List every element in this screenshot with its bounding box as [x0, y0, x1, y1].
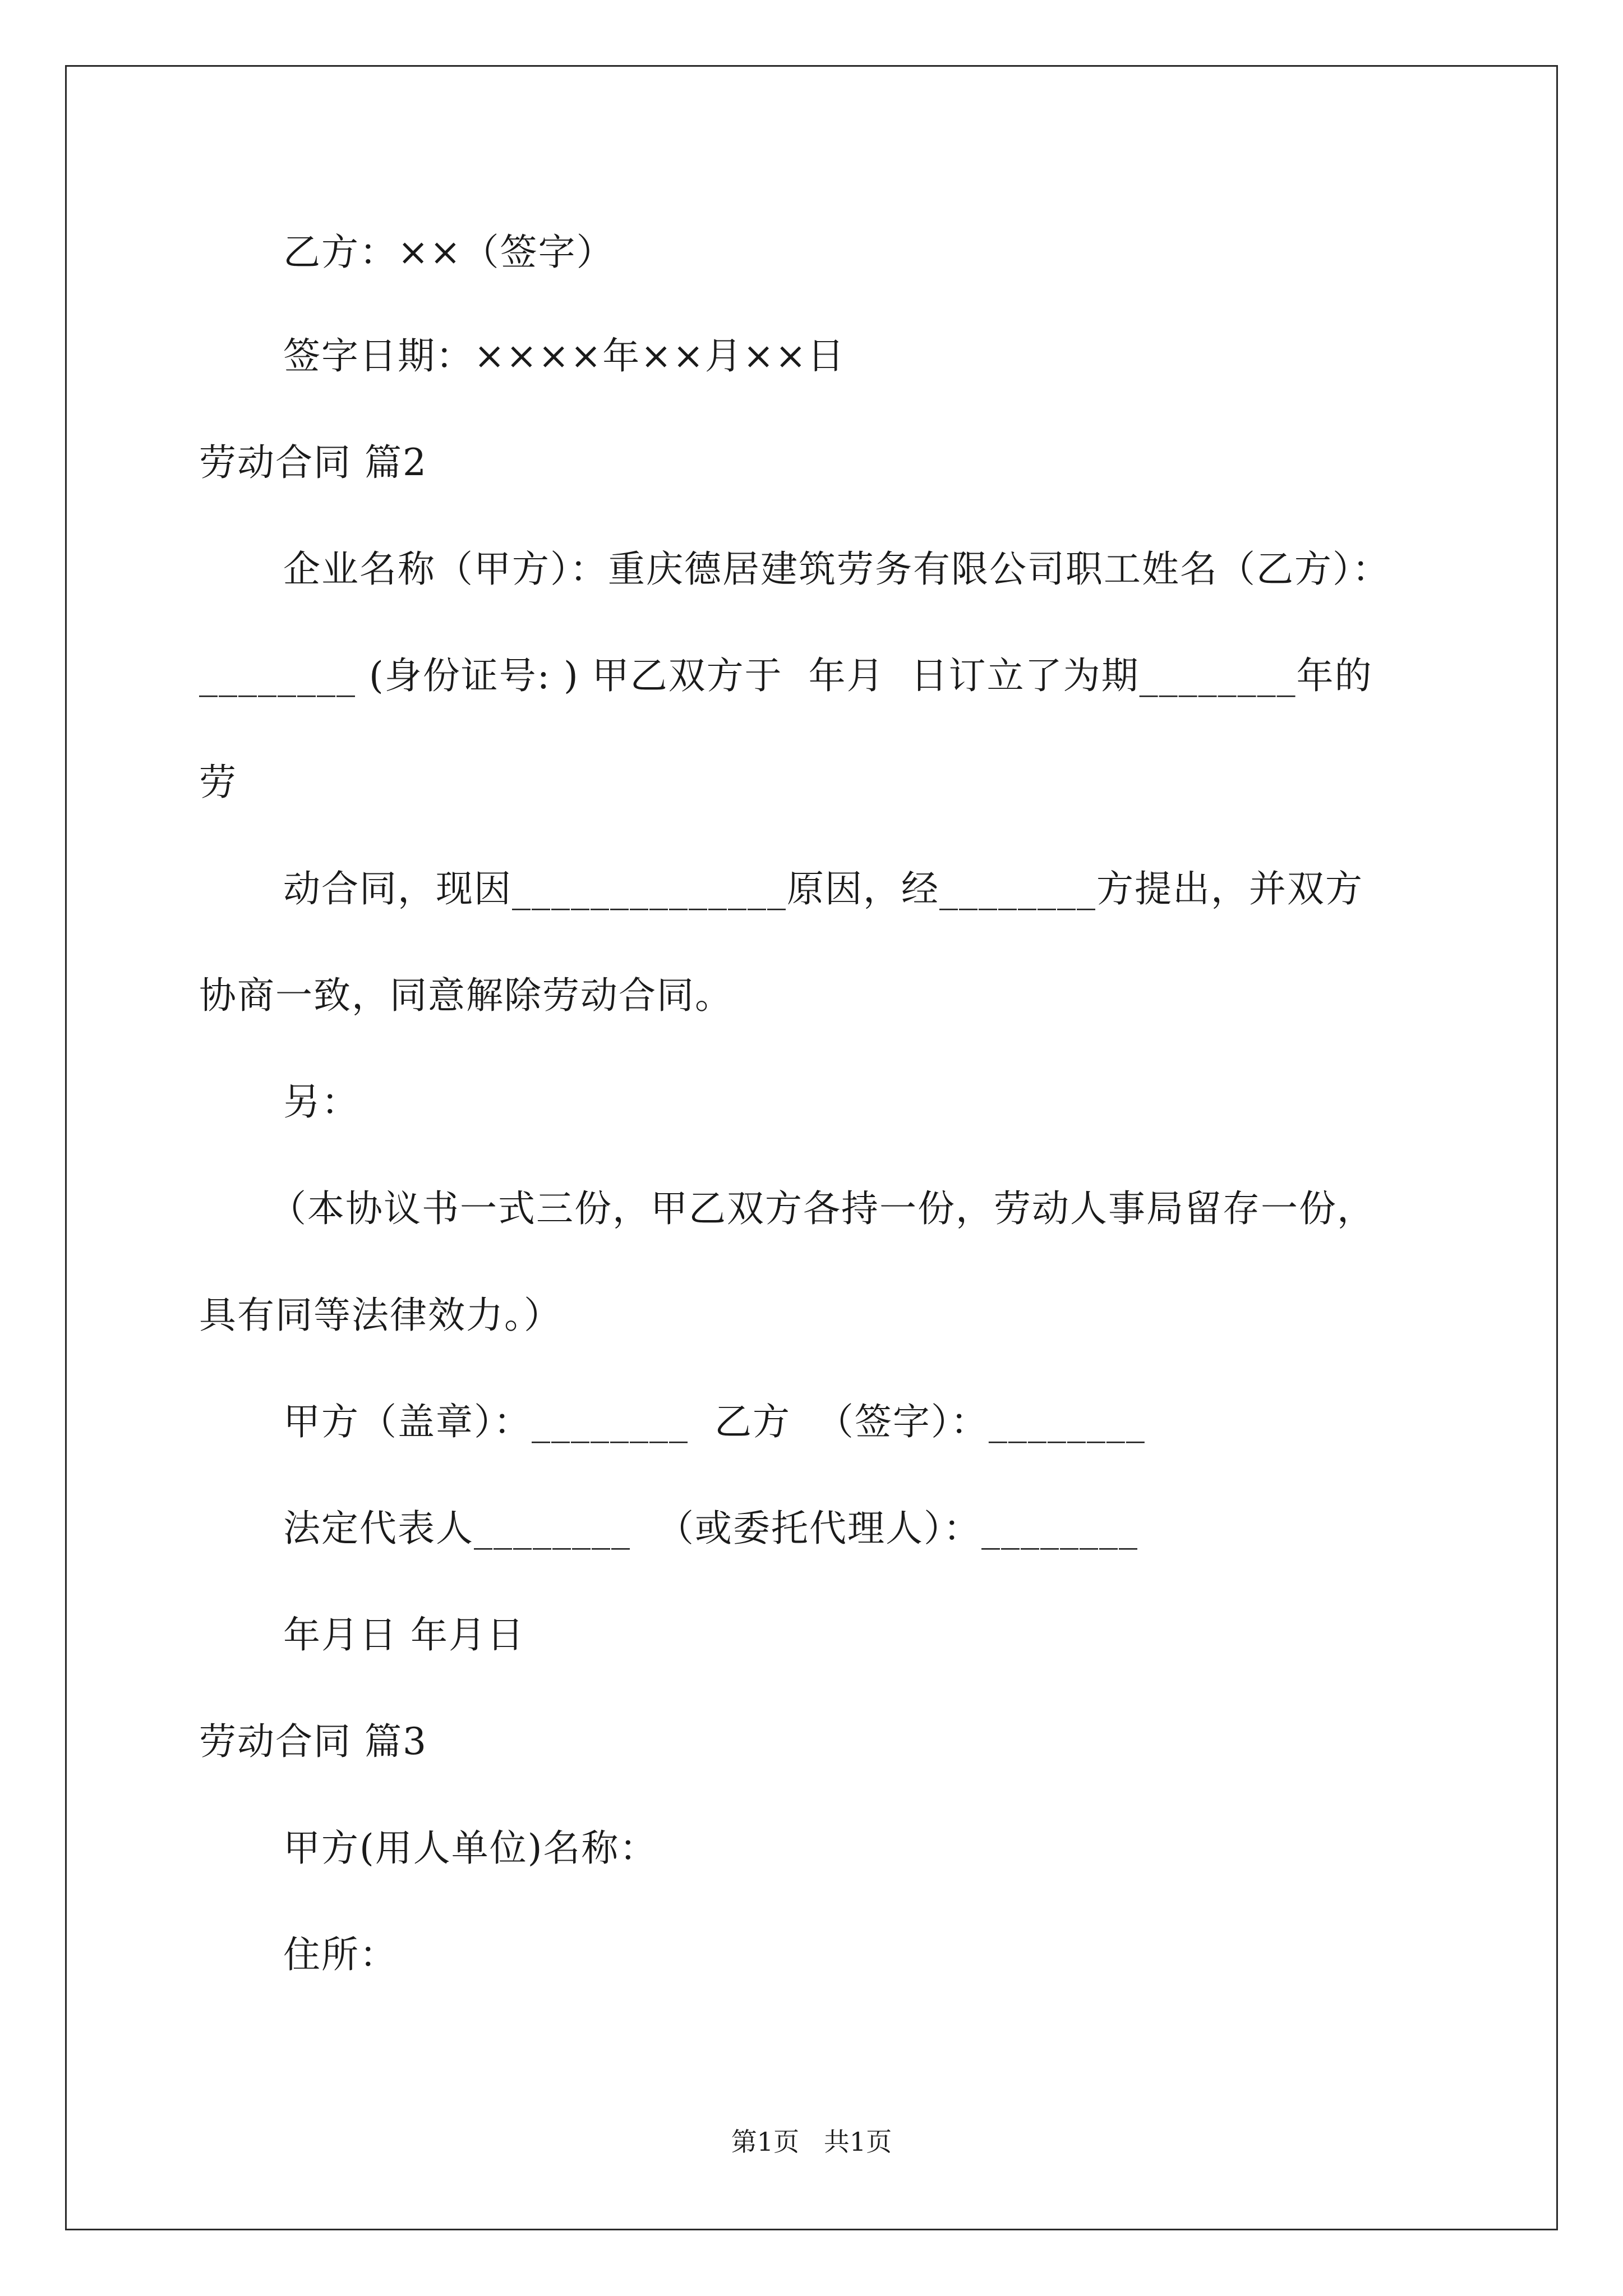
legal-effect-line: 具有同等法律效力。）	[199, 1294, 562, 1337]
signature-date-line: 签字日期：××××年××月××日	[283, 334, 846, 378]
representative-line: 法定代表人________ （或委托代理人）：________	[283, 1507, 1138, 1550]
id-number-line: ________ (身份证号: ) 甲乙双方于 年月 日订立了为期________年的	[199, 654, 1373, 697]
agreement-line: 协商一致，同意解除劳动合同。	[199, 974, 733, 1017]
additional-label: 另：	[283, 1080, 359, 1124]
section-heading-3: 劳动合同 篇3	[199, 1720, 427, 1763]
copies-note-line: （本协议书一式三份，甲乙双方各持一份，劳动人事局留存一份，	[269, 1187, 1375, 1230]
section-heading-2: 劳动合同 篇2	[199, 441, 427, 484]
page-number-footer: 第1页 共1页	[731, 2127, 892, 2157]
dates-line: 年月日 年月日	[283, 1613, 525, 1657]
employer-name-line: 甲方(用人单位)名称：	[283, 1826, 658, 1870]
company-name-line: 企业名称（甲方）：重庆德居建筑劳务有限公司职工姓名（乙方）：	[283, 547, 1390, 591]
page-border	[65, 65, 1558, 2230]
address-line: 住所：	[283, 1933, 398, 1976]
party-b-signature-line: 乙方：××（签字）	[283, 231, 615, 274]
contract-reason-line: 动合同，现因______________原因，经________方提出，并双方	[283, 867, 1363, 910]
continuation-line: 劳	[199, 761, 237, 804]
party-signatures-line: 甲方（盖章）：________ 乙方 （签字）：________	[283, 1400, 1146, 1443]
